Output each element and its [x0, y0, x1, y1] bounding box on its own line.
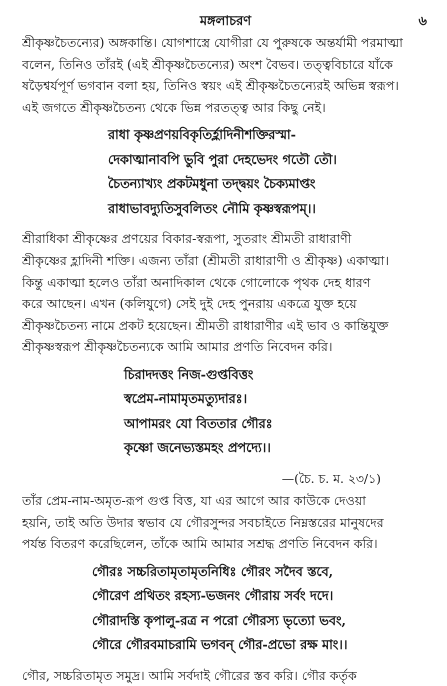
- text-line: শ্রীকৃষ্ণস্বরূপ শ্রীকৃষ্ণচৈতন্যকে আমি আমার প্রণতি নিবেদন করি।: [22, 339, 333, 355]
- text-line: পর্যন্ত বিতরণ করেছিলেন, তাঁকে আমি আমার সশ্রদ্ধ প্রণতি নিবেদন করি।: [22, 536, 378, 552]
- text-line: হয়নি, তাই অতি উদার স্বভাব যে গৌরসুন্দর সবচাইতে নিম্নস্তরের মানুষদের: [22, 514, 384, 530]
- verse-citation: —(চৈ. চ. ম. ২৩/১): [281, 470, 381, 486]
- verse-line: গৌরে গৌরবমাচরামি ভগবন্ গৌর-প্রভো রক্ষ মাং।।: [92, 638, 348, 654]
- text-line: কিন্তু একাত্মা হলেও তাঁরা অনাদিকাল থেকে গোলোকে পৃথক দেহ ধারণ: [22, 274, 371, 290]
- paragraph-4: [22, 665, 429, 686]
- verse-line: রাধাভাবদ্যুতিসুবলিতং নৌমি কৃষ্ণস্বরূপম্।।: [108, 201, 316, 217]
- paragraph-1: [22, 32, 429, 118]
- text-line: করে আছেন। এখন (কলিযুগে) সেই দুই দেহ পুনরায় একত্রে যুক্ত হয়ে: [22, 296, 357, 312]
- verse-line: স্বপ্রেম-নামামৃতমত্যুদারঃ।: [124, 392, 248, 408]
- text-line: গৌর, সচ্চরিতামৃত সমুদ্র। আমি সর্বদাই গৌরের স্তব করি। গৌর কর্তৃক: [22, 667, 357, 683]
- verse-line: চৈতন্যাখ্যং প্রকটমধুনা তদ্দ্বয়ং চৈক্যমাপ্তং: [108, 177, 316, 193]
- verse-line: রাধা কৃষ্ণপ্রণয়বিকৃতির্হ্লাদিনীশক্তিরস্মা-: [108, 128, 296, 144]
- verse-line: দেকাত্মানাবপি ভুবি পুরা দেহভেদং গতৌ তৌ।: [108, 152, 337, 168]
- text-line: শ্রীরাধিকা শ্রীকৃষ্ণের প্রণয়ের বিকার-স্বরূপা, সুতরাং শ্রীমতী রাধারাণী: [22, 231, 352, 247]
- paragraph-3: [22, 490, 429, 555]
- paragraph-2: [22, 228, 429, 358]
- verse-line: কৃষ্ণো জনেভ্যস্তমহং প্রপদ্যে।।: [124, 441, 271, 457]
- chapter-title: মঙ্গলাচরণ: [199, 14, 252, 29]
- page-number: ৬: [418, 14, 427, 29]
- text-line: এই জগতে শ্রীকৃষ্ণচৈতন্য থেকে ভিন্ন পরতত্ত্ব আর কিছু নেই।: [22, 99, 326, 115]
- text-line: বলেন, তিনিও তাঁরই (এই শ্রীকৃষ্ণচৈতন্যের) অংশ বৈভব। তত্ত্ববিচারে যাঁকে: [22, 56, 393, 72]
- sanskrit-verse-3: [22, 561, 429, 659]
- text-line: শ্রীকৃষ্ণচৈতন্য নামে প্রকট হয়েছেন। শ্রীমতী রাধারাণীর এই ভাব ও কান্তিযুক্ত: [22, 317, 389, 333]
- verse-line: আপামরং যো বিততার গৌরঃ: [124, 416, 273, 432]
- text-line: শ্রীকৃষ্ণের হ্লাদিনী শক্তি। এজন্য তাঁরা (শ্রীমতী রাধারাণী ও শ্রীকৃষ্ণ) একাত্মা।: [22, 252, 389, 268]
- sanskrit-verse-1: [22, 124, 429, 222]
- verse-line: গৌরঃ সচ্চরিতামৃতামৃতনিধিঃ গৌরং সদৈব স্তবে,: [92, 564, 334, 580]
- verse-line: গৌরেণ প্রথিতং রহস্য-ভজনং গৌরায় সর্বং দদে।: [92, 589, 334, 605]
- text-line: তাঁর প্রেম-নাম-অমৃত-রূপ গুপ্ত বিত্ত, যা এর আগে আর কাউকে দেওয়া: [22, 492, 366, 508]
- verse-line: চিরাদদত্তং নিজ-গুপ্তবিত্তং: [124, 367, 254, 383]
- page-header: [22, 8, 429, 32]
- verse-line: গৌরাদস্তি কৃপালু-রত্র ন পরো গৌরস্য ভৃত্যো ভবং,: [92, 613, 346, 629]
- sanskrit-verse-2: [22, 364, 429, 462]
- text-line: ষড়ৈশ্বর্যপূর্ণ ভগবান বলা হয়, তিনিও স্বয়ং এই শ্রীকৃষ্ণচৈতন্যেরই অভিন্ন স্বরূপ।: [22, 78, 399, 94]
- text-line: শ্রীকৃষ্ণচৈতন্যের) অঙ্গকান্তি। যোগশাস্ত্রে যোগীরা যে পুরুষকে অন্তর্যামী পরমাত্মা: [22, 35, 403, 50]
